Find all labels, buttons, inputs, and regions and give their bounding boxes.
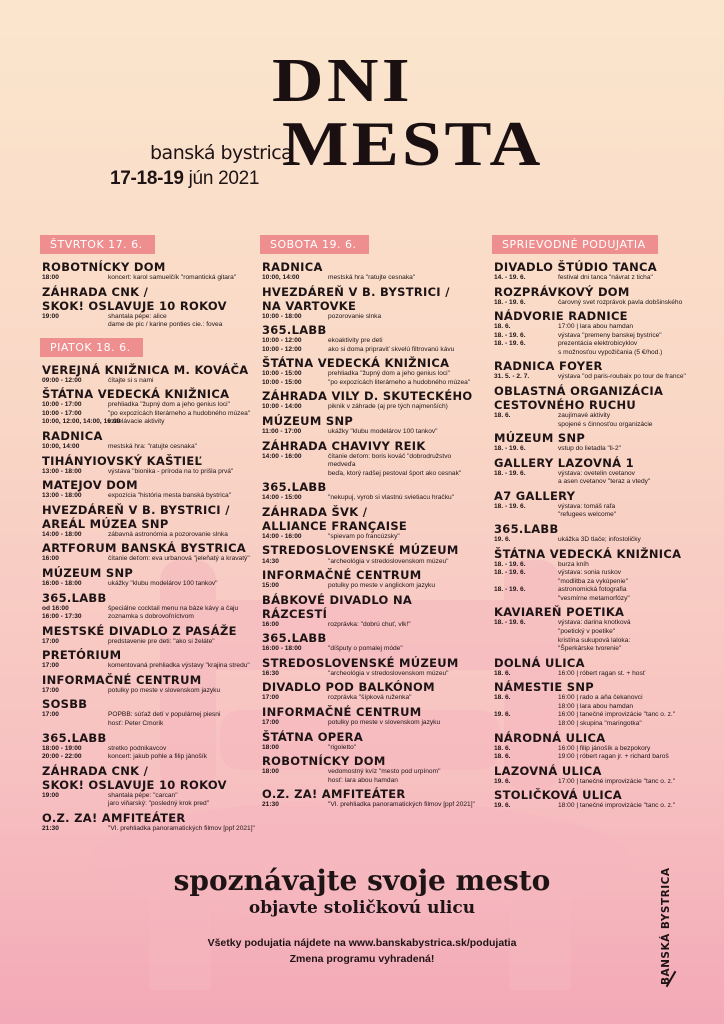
event-time: 10:00 - 12:00	[262, 345, 302, 353]
event-row	[494, 586, 708, 603]
venue-name: ZÁHRADA CNK / SKOK! OSLAVUJE 10 ROKOV	[42, 284, 227, 313]
event-row	[494, 470, 708, 487]
venue-name: ŠTÁTNA VEDECKÁ KNIŽNICA	[262, 356, 450, 371]
event-description: 16:00 | róbert ragan st. + hosť	[558, 669, 646, 677]
event-time: 19. 6.	[494, 711, 511, 719]
event-time: 18. - 19. 6.	[494, 331, 526, 339]
event-description: vzdelávacie aktivity	[108, 418, 165, 426]
event-description: 19:00 | róbert ragan jr. + richard baroš	[558, 753, 669, 761]
event-row	[494, 778, 708, 787]
event-time: 10:00, 14:00	[262, 274, 300, 282]
event-time: 16:30	[262, 669, 279, 677]
venue-name: RADNICA	[262, 260, 323, 274]
brand-logo-text: BANSKÁ BYSTRICA	[660, 867, 672, 985]
event-description: ukážka 3D tlače; infostoličky	[558, 536, 641, 544]
event-description: vedomostný kvíz "mesto pod urpínom" hosť: lara abou hamdan	[328, 768, 441, 784]
event-time: 19. 6.	[494, 802, 511, 810]
event-row	[494, 445, 708, 454]
venue-name: 365.LABB	[262, 323, 327, 338]
event-row	[262, 670, 476, 679]
venue-name: DOLNÁ ULICA	[494, 655, 585, 670]
event-time: 18. - 19. 6.	[494, 298, 526, 306]
event-row	[42, 468, 256, 477]
event-time: 17:00	[262, 694, 279, 702]
event-description: "spievam po francúzsky"	[328, 532, 400, 540]
event-time: 10:00 - 17:00	[42, 409, 82, 417]
event-row	[42, 792, 256, 809]
event-row	[494, 569, 708, 586]
venue-name: PRETÓRIUM	[42, 648, 122, 663]
event-time: 18. - 19. 6.	[494, 469, 526, 477]
side-events-program	[494, 260, 708, 811]
event-row	[42, 580, 256, 589]
event-row	[262, 370, 476, 379]
footer-note: Zmena programu vyhradená!	[289, 952, 435, 965]
event-description: rozprávka: "dobrú chuť, vlk!"	[328, 620, 411, 628]
venue-name: ZÁHRADA CNK / SKOK! OSLAVUJE 10 ROKOV	[42, 763, 227, 792]
column-thursday-friday	[42, 235, 256, 833]
event-description: 16:00 | tanečné improvizácie "tanc o. z." 18:00 | skupina "maringotka"	[558, 711, 676, 727]
footer-link-text: Všetky podujatia nájdete na www.banskabystrica.sk/podujatia	[207, 937, 517, 949]
event-time: 14:00 - 18:00	[42, 530, 82, 538]
venue-name: BÁBKOVÉ DIVADLO NA RÁZCESTÍ	[262, 592, 413, 621]
event-row	[494, 670, 708, 679]
event-description: zaujímavé aktivity spojené s činnosťou organizácie	[558, 412, 653, 428]
event-time: 14:00 - 16:00	[262, 532, 302, 540]
event-description: výstava "bionika - príroda na to prišla prvá"	[108, 467, 234, 475]
event-description: predstavenie pre deti: "ako si želáte"	[108, 637, 215, 645]
venue-name: NÁMESTIE SNP	[494, 680, 595, 695]
event-description: koncert: jakub pohle a filip jánošík	[108, 753, 207, 761]
event-description: výstava "od paris-roubaix po tour de france"	[558, 373, 686, 381]
event-time: 16:00	[262, 620, 279, 628]
venue-name: ZÁHRADA VILY D. SKUTECKÉHO	[262, 389, 473, 404]
venue-name: MATEJOV DOM	[42, 478, 138, 493]
venue-name: NÁRODNÁ ULICA	[494, 730, 606, 745]
event-row	[494, 694, 708, 711]
event-time: 10:00 - 18:00	[262, 312, 302, 320]
event-description: zoznamka s dobrovoľníctvom	[108, 613, 194, 621]
event-description: pozorovanie slnka	[328, 312, 382, 320]
event-row	[262, 694, 476, 703]
venue-name: ZÁHRADA ŠVK / ALLIANCE FRANÇAISE	[262, 504, 408, 533]
event-row	[494, 332, 708, 341]
event-row	[494, 299, 708, 308]
event-row	[42, 605, 256, 614]
venue-name: DIVADLO ŠTÚDIO TANCA	[494, 260, 657, 274]
venue-name: 365.LABB	[42, 590, 107, 605]
venue-name: ROZPRÁVKOVÝ DOM	[494, 284, 630, 299]
event-row	[262, 313, 476, 322]
event-row	[494, 802, 708, 811]
event-row	[42, 401, 256, 410]
venue-name: SOSBB	[42, 697, 88, 712]
event-description: "archeológia v stredoslovenskom múzeu"	[328, 669, 449, 677]
event-description: mestská hra: "ratujte cesnaka"	[108, 443, 197, 451]
event-row	[494, 412, 708, 429]
event-time: 18. - 19. 6.	[494, 502, 526, 510]
event-time: 10:00 - 15:00	[262, 378, 302, 386]
event-description: ekoaktivity pre deti	[328, 337, 383, 345]
event-description: výstava: sonia ruskov "modlitba za vykúpenie"	[558, 569, 628, 585]
day-header: SPRIEVODNÉ PODUJATIA	[492, 235, 658, 254]
event-row	[262, 274, 476, 283]
event-time: 18. - 19. 6.	[494, 619, 526, 627]
event-time: 21:30	[42, 824, 59, 832]
event-row	[262, 346, 476, 355]
venue-name: VEREJNÁ KNIŽNICA M. KOVÁČA	[42, 362, 249, 377]
venue-name: MÚZEUM SNP	[494, 431, 586, 446]
event-description: špeciálne cocktail menu na báze kávy a čaju	[108, 604, 239, 612]
event-row	[494, 340, 708, 357]
event-time: 17:00	[262, 718, 279, 726]
event-row	[42, 410, 256, 419]
event-row	[494, 274, 708, 283]
venue-name: ROBOTNÍCKY DOM	[42, 260, 166, 274]
event-time: 10:00 - 14:00	[262, 403, 302, 411]
event-row	[42, 745, 256, 754]
slogan: spoznávajte svoje mesto	[173, 864, 551, 897]
event-row	[262, 403, 476, 412]
event-time: 18. - 19. 6.	[494, 340, 526, 348]
title-dni: DNI	[272, 47, 414, 115]
event-time: 18. 6.	[494, 744, 511, 752]
event-time: 18. 6.	[494, 694, 511, 702]
event-time: 14:00 - 16:00	[262, 452, 302, 460]
venue-name: STOLIČKOVÁ ULICA	[494, 788, 622, 803]
day-header: ŠTVRTOK 17. 6.	[40, 235, 155, 254]
event-time: 16:00 - 18:00	[262, 645, 302, 653]
venue-name: 365.LABB	[494, 522, 559, 537]
venue-name: ARTFORUM BANSKÁ BYSTRICA	[42, 541, 247, 556]
event-row	[494, 619, 708, 653]
event-description: výstava "premeny banskej bystrice"	[558, 331, 662, 339]
event-description: vstup do lietadla "li-2"	[558, 445, 621, 453]
event-description: ako si doma pripraviť skvelú filtrovanú kávu	[328, 345, 455, 353]
event-description: "VI. prehliadka panoramatických filmov [ppf 2021]"	[108, 824, 255, 832]
day-header: PIATOK 18. 6.	[40, 338, 143, 357]
column-saturday	[262, 235, 476, 810]
event-description: čítanie deťom: boris kováč "dobrodružstvo medveďa beďa, ktorý radšej pestoval šport ako cesnak"	[328, 452, 462, 477]
event-time: 19. 6.	[494, 536, 511, 544]
event-description: prehliadka "župný dom a jeho genius loci"	[108, 401, 230, 409]
venue-name: DIVADLO POD BALKÓNOM	[262, 680, 435, 695]
event-row	[494, 561, 708, 570]
event-row	[42, 443, 256, 452]
venue-name: 365.LABB	[262, 480, 327, 495]
venue-name: MÚZEUM SNP	[262, 414, 354, 429]
event-time: 18:00	[262, 743, 279, 751]
event-row	[42, 638, 256, 647]
venue-name: INFORMAČNÉ CENTRUM	[42, 672, 202, 687]
venue-name: 365.LABB	[262, 631, 327, 646]
event-row	[42, 825, 256, 834]
event-row	[42, 711, 256, 728]
event-row	[494, 745, 708, 754]
event-row	[42, 555, 256, 564]
event-time: 10:00 - 15:00	[262, 370, 302, 378]
event-time: 10:00 - 12:00	[262, 337, 302, 345]
event-description: stretko podnikavcov	[108, 744, 167, 752]
event-time: 19:00	[42, 791, 59, 799]
column-side-events	[494, 235, 708, 811]
event-row	[262, 744, 476, 753]
venue-name: STREDOSLOVENSKÉ MÚZEUM	[262, 655, 459, 670]
event-row	[262, 379, 476, 388]
event-description: výstava: darina knotková "poetický v poetike" kristína sukupová laloka: "Šperkárske tvorenie"	[558, 619, 631, 653]
event-description: shantala pépe: "carcan" jaro viňarský: "posledný krok pred"	[108, 791, 210, 808]
title-mesta: MESTA	[282, 108, 544, 179]
venue-name: A7 GALLERY	[494, 488, 576, 503]
event-time: 15:00	[262, 582, 279, 590]
venue-name: OBLASTNÁ ORGANIZÁCIA CESTOVNÉHO RUCHU	[494, 384, 664, 413]
venue-name: RADNICA FOYER	[494, 359, 603, 374]
event-description: prehliadka "župný dom a jeho genius loci"	[328, 370, 450, 378]
event-time: 13:00 - 18:00	[42, 492, 82, 500]
venue-name: STREDOSLOVENSKÉ MÚZEUM	[262, 543, 459, 558]
event-description: čítajte si s nami	[108, 376, 154, 384]
event-row: 19:00 shantala pépe: alice dame de pic / karine ponties cie.: fovea	[42, 312, 223, 329]
event-row	[494, 536, 708, 545]
event-time: 18. 6.	[494, 753, 511, 761]
event-row	[262, 645, 476, 654]
venue-name: 365.LABB	[42, 730, 107, 745]
event-row	[42, 753, 256, 762]
event-description: 17:00 | tanečné improvizácie "tanc o. z."	[558, 777, 676, 785]
event-row	[262, 337, 476, 346]
venue-name: ŠTÁTNA VEDECKÁ KNIŽNICA	[42, 387, 230, 402]
event-description: 16:00 | rado a aňa čekanovci 18:00 | lara abou hamdan	[558, 694, 643, 710]
venue-name: O.Z. ZA! AMFITEÁTER	[262, 787, 406, 802]
venue-name: NÁDVORIE RADNICE	[494, 309, 628, 324]
event-description: potulky po meste v slovenskom jazyku	[108, 686, 221, 694]
event-time: 18. - 19. 6.	[494, 560, 526, 568]
event-row	[262, 719, 476, 728]
event-description: astronomická fotografia "vesmírne metamorfózy"	[558, 586, 630, 602]
event-row	[494, 503, 708, 520]
saturday-program	[262, 260, 476, 810]
venue-name: ZÁHRADA CHAVIVY REIK	[262, 438, 426, 453]
event-row	[42, 613, 256, 622]
event-time: 10:00, 12:00, 14:00, 16:00	[42, 418, 121, 426]
event-description: burza kníh	[558, 560, 589, 568]
event-description: "po expozícách literárneho a hudobného múzea"	[108, 409, 251, 417]
event-row	[42, 662, 256, 671]
event-description: "archeológia v stredoslovenskom múzeu"	[328, 557, 449, 565]
event-row	[262, 582, 476, 591]
event-description: POPBB: súťaž detí v populárnej piesni hosť: Peter Cmorik	[108, 711, 221, 727]
festival-date: 17-18-19 jún 2021	[110, 168, 260, 189]
event-time: 18. 6.	[494, 669, 511, 677]
event-description: komentovaná prehliadka výstavy "krajina stredu"	[108, 662, 250, 670]
event-description: potulky po meste v slovenskom jazyku	[328, 718, 441, 726]
event-time: 10:00, 14:00	[42, 443, 80, 451]
venue-name: GALLERY LAZOVNÁ 1	[494, 455, 634, 470]
venue-name: O.Z. ZA! AMFITEÁTER	[42, 810, 186, 825]
event-description: ukážky "klubu modelárov 100 tankov"	[108, 579, 218, 587]
event-description: výstava: tomáš rafa "refugees welcome"	[558, 502, 617, 519]
event-description: 16:00 | filip jánošík a bezpokory	[558, 744, 651, 752]
event-description: ukážky "klubu modelárov 100 tankov"	[328, 428, 438, 436]
event-description: "po expozícách literárneho a hudobného múzea"	[328, 378, 471, 386]
venue-name: TIHÁNYIOVSKÝ KAŠTIEĽ	[42, 453, 203, 468]
event-time: 16:00	[42, 555, 59, 563]
event-time: 31. 5. - 2. 7.	[494, 373, 530, 381]
event-row	[42, 687, 256, 696]
footer-info	[0, 936, 724, 968]
event-description: "rigoletto"	[328, 743, 357, 751]
event-time: 17:00	[42, 662, 59, 670]
event-row	[262, 533, 476, 542]
event-time: 18. - 19. 6.	[494, 445, 526, 453]
venue-name: KAVIAREŇ POETIKA	[494, 605, 625, 620]
event-time: 14:00 - 15:00	[262, 494, 302, 502]
event-time: 18. 6.	[494, 412, 511, 420]
event-description: festival dni tanca "návrat z ticha"	[558, 274, 653, 282]
event-description: zábavná astronómia a pozorovanie slnka	[108, 530, 228, 538]
subslogan: objavte stoličkovú ulicu	[248, 898, 476, 918]
event-time: 14:30	[262, 557, 279, 565]
venue-name: INFORMAČNÉ CENTRUM	[262, 568, 422, 583]
event-row	[494, 753, 708, 762]
event-row	[42, 377, 256, 386]
event-time: 16:00 - 18:00	[42, 579, 82, 587]
event-description: rozprávka "šípková ruženka"	[328, 694, 412, 702]
event-time: 18. - 19. 6.	[494, 569, 526, 577]
event-description: expozícia "história mesta banská bystrica"	[108, 492, 232, 500]
event-row	[262, 801, 476, 810]
venue-name: LAZOVNÁ ULICA	[494, 763, 602, 778]
event-description: prezentácia elektrobicyklov s možnosťou vypožičania (5 €/hod.)	[558, 340, 663, 356]
venue-name: HVEZDÁREŇ V B. BYSTRICI / AREÁL MÚZEA SNP	[42, 502, 230, 531]
venue-name: ROBOTNÍCKY DOM	[262, 754, 386, 769]
event-description: 17:00 | lara abou hamdan	[558, 323, 634, 331]
event-time: 09:00 - 12:00	[42, 376, 82, 384]
event-description: 18:00 | tanečné improvizácie "tanc o. z."	[558, 802, 676, 810]
event-row	[262, 558, 476, 567]
venue-name: ŠTÁTNA VEDECKÁ KNIŽNICA	[494, 546, 682, 561]
venue-name: MESTSKÉ DIVADLO Z PASÁŽE	[42, 623, 237, 638]
day-header: SOBOTA 19. 6.	[260, 235, 369, 254]
event-row	[262, 494, 476, 503]
event-description: čítanie deťom: eva urbanová "jeleňatý a kravatý"	[108, 555, 250, 563]
event-time: 13:00 - 18:00	[42, 467, 82, 475]
event-row: 18:00 koncert: karol samuelčík "romantická gitara"	[42, 274, 237, 282]
event-row	[494, 711, 708, 728]
event-row	[42, 492, 256, 501]
event-time: 20:00 - 22:00	[42, 753, 82, 761]
event-time: 10:00 - 17:00	[42, 401, 82, 409]
venue-name: HVEZDÁREŇ V B. BYSTRICI / NA VARTOVKE	[262, 284, 450, 313]
event-description: potulky po meste v anglickom jazyku	[328, 582, 436, 590]
event-row	[42, 531, 256, 540]
event-time: 18. - 19. 6.	[494, 586, 526, 594]
event-description: piknik v záhrade (aj pre tých najmenších)	[328, 403, 448, 411]
event-description: "díšputy o pomalej móde"	[328, 645, 403, 653]
event-time: 17:00	[42, 711, 59, 719]
event-row	[262, 428, 476, 437]
event-time: 16:00 - 17:30	[42, 613, 82, 621]
event-row	[262, 768, 476, 785]
event-description: čarovný svet rozprávok pavla dobšinského	[558, 298, 683, 306]
event-row	[42, 418, 256, 427]
event-time: 18. 6.	[494, 323, 511, 331]
event-description: mestská hra "ratujte cesnaka"	[328, 274, 416, 282]
friday-program	[42, 363, 256, 834]
venue-name: MÚZEUM SNP	[42, 565, 134, 580]
event-row	[262, 453, 476, 479]
event-description: výstava: ovetelin cvetanov a asen cvetanov "teraz a vtedy"	[558, 469, 651, 486]
event-time: 21:30	[262, 801, 279, 809]
event-time: 17:00	[42, 686, 59, 694]
event-row	[494, 323, 708, 332]
event-description: "VI. prehliadka panoramatických filmov [ppf 2021]"	[328, 801, 475, 809]
event-time: 19. 6.	[494, 777, 511, 785]
event-time: 17:00	[42, 637, 59, 645]
venue-name: INFORMAČNÉ CENTRUM	[262, 704, 422, 719]
venue-name: ŠTÁTNA OPERA	[262, 729, 364, 744]
event-description: "nekupuj, vyrob si vlastnú svietiacu hračku"	[328, 494, 454, 502]
event-time: 11:00 - 17:00	[262, 428, 302, 436]
event-time: 18:00 - 19:00	[42, 744, 82, 752]
event-row	[262, 621, 476, 630]
event-row	[494, 373, 708, 382]
event-time: 18:00	[262, 768, 279, 776]
event-time: od 16:00	[42, 604, 69, 612]
venue-name: RADNICA	[42, 429, 103, 444]
event-time: 14. - 19. 6.	[494, 274, 526, 282]
city-name: banská bystrica	[150, 142, 293, 164]
